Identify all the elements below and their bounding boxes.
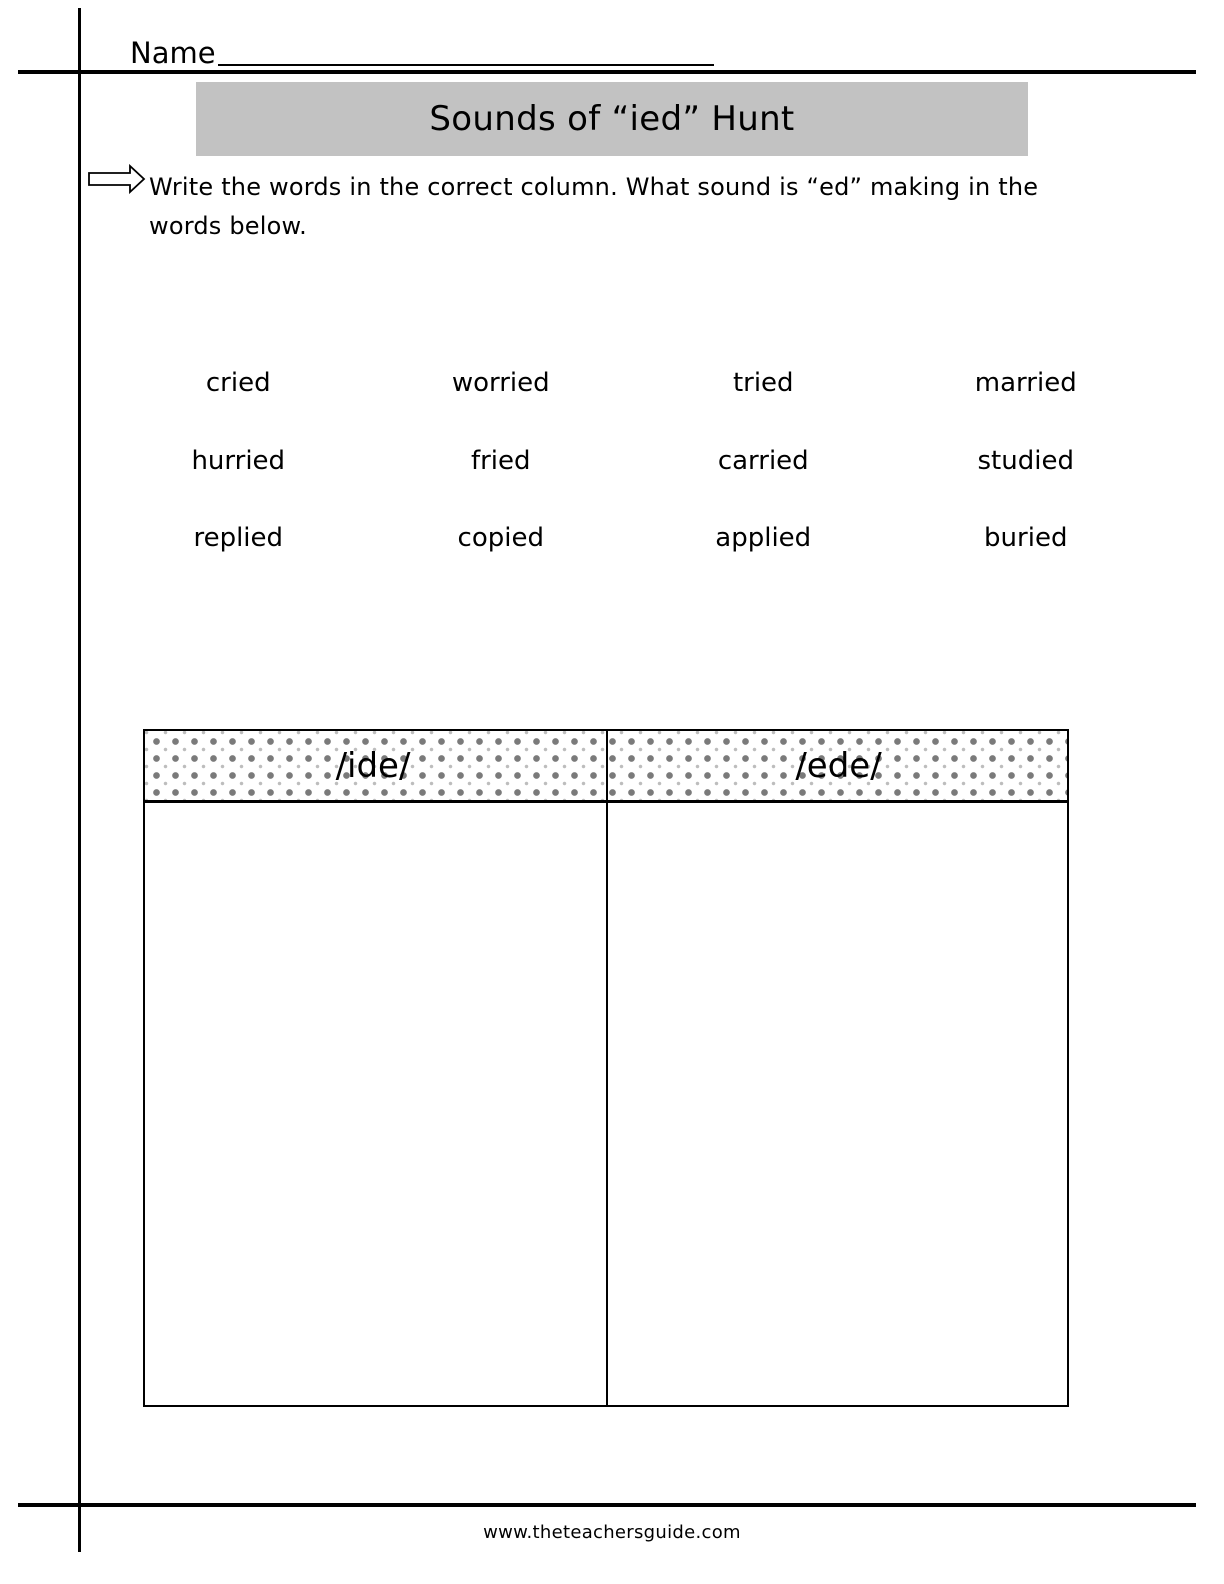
word-bank-item: hurried [191,445,286,476]
top-rule [18,70,1196,74]
name-field-line[interactable] [218,64,714,66]
word-bank-item: studied [977,445,1074,476]
footer-url: www.theteachersguide.com [483,1522,741,1543]
word-bank-item: buried [984,523,1068,553]
column-header-label: /ede/ [795,745,882,786]
bottom-rule [18,1503,1196,1507]
right-arrow-icon [88,164,146,194]
sort-table [143,729,1069,1407]
word-bank-item: fried [470,445,531,476]
name-label: Name [130,36,216,70]
instructions-text: Write the words in the correct column. What sound is “ed” making in the words below. [149,173,1039,240]
column-divider [606,731,608,1405]
word-bank-item: tried [732,368,794,398]
word-bank [107,360,1157,593]
page-title: Sounds of “ied” Hunt [429,99,795,139]
column-header-label: /ide/ [335,745,411,786]
name-row [130,28,714,68]
word-bank-item: copied [457,523,544,553]
column-header-ide [145,731,606,800]
word-bank-item: married [974,368,1077,398]
word-bank-item: replied [193,523,284,553]
column-header-ede [608,731,1069,800]
word-bank-item: applied [715,523,812,553]
word-bank-item: carried [717,445,809,476]
title-banner [196,82,1028,156]
word-bank-item: worried [451,368,550,398]
word-bank-item: cried [205,368,271,398]
margin-line [78,8,81,1552]
